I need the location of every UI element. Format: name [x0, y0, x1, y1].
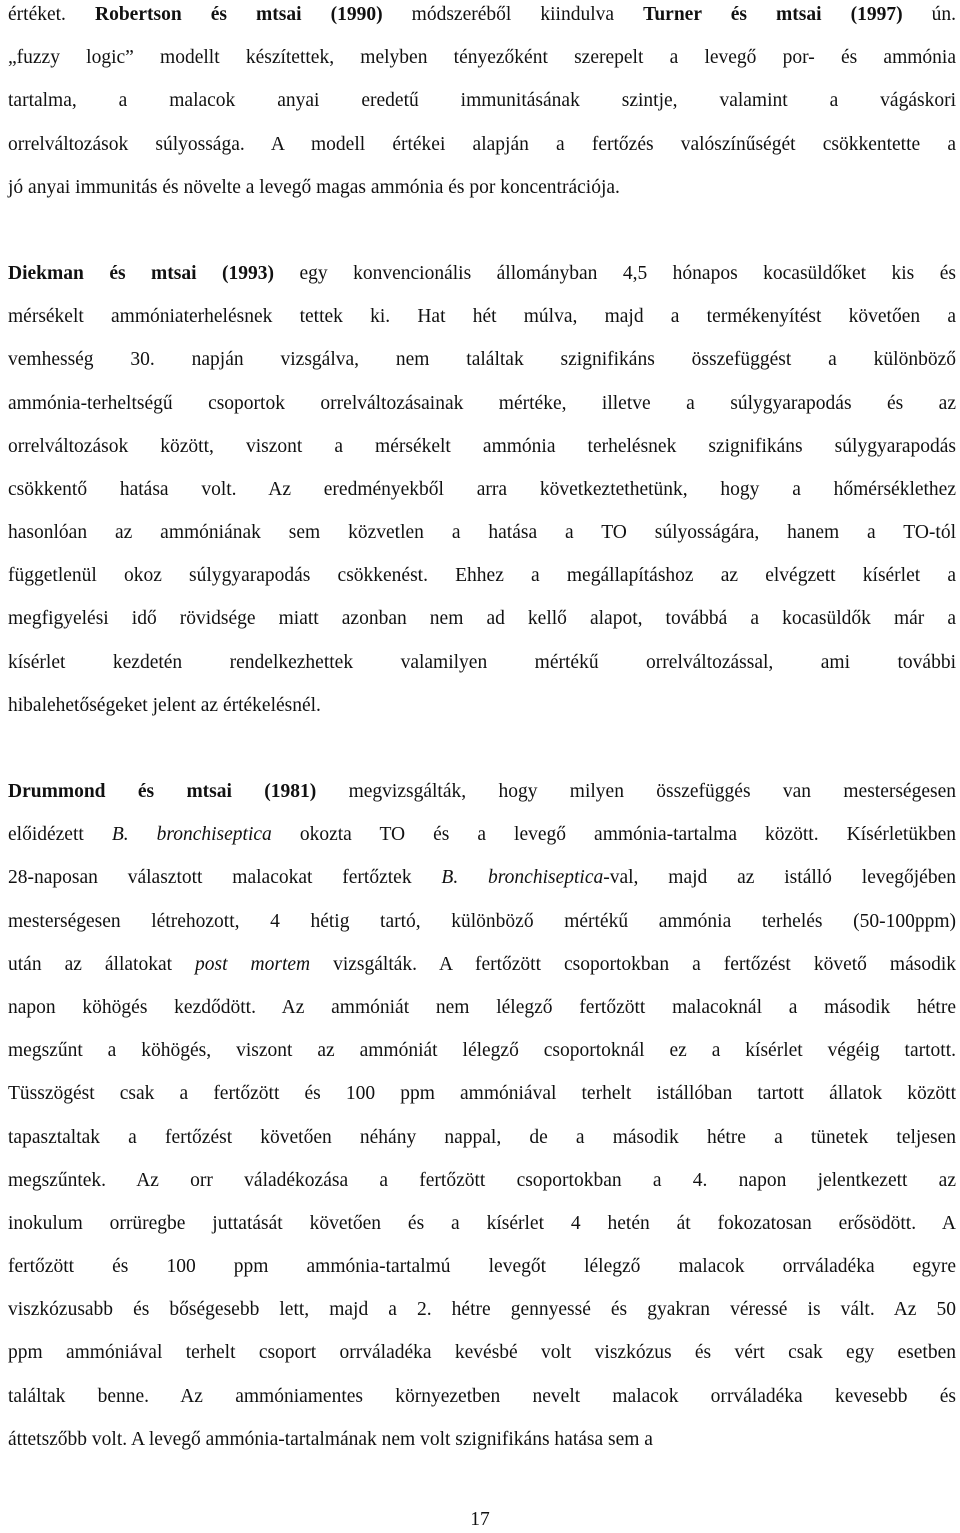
text-line — [8, 684, 956, 727]
text-run: egy konvencionális állományban 4,5 hónapos kocasüldőket kis és — [274, 262, 956, 284]
italic-term: B. bronchiseptica — [441, 867, 604, 889]
paragraph-robertson-turner — [8, 0, 956, 209]
text-run: függetlenül okoz súlygyarapodás csökkenést. Ehhez a megállapításhoz az elvégzett kísérlet a — [8, 565, 956, 587]
bold-citation: Robertson és mtsai (1990) — [95, 4, 383, 25]
text-run: ún. — [902, 4, 957, 25]
text-run: hibalehetőségeket jelent az értékelésnél. — [8, 694, 321, 716]
text-run: találtak benne. Az ammóniamentes környezetben nevelt malacok orrváladéka kevesebb és — [8, 1385, 956, 1407]
text-line — [8, 900, 956, 943]
text-run: hasonlóan az ammóniának sem közvetlen a hatása a TO súlyosságára, hanem a TO-tól — [8, 522, 956, 544]
document-page — [8, 0, 956, 1461]
text-line — [8, 425, 956, 468]
paragraph-gap — [8, 727, 956, 770]
text-line — [8, 36, 956, 79]
paragraph-diekman — [8, 252, 956, 727]
text-line — [8, 641, 956, 684]
text-line — [8, 79, 956, 122]
text-run: megszűnt a köhögés, viszont az ammóniát lélegző csoportoknál ez a kísérlet végéig tartott. — [8, 1040, 956, 1062]
text-line — [8, 1159, 956, 1202]
text-run: értéket. — [8, 4, 95, 25]
text-line — [8, 943, 956, 986]
text-run: Tüsszögést csak a fertőzött és 100 ppm ammóniával terhelt istállóban tartott állatok között — [8, 1083, 956, 1105]
text-line — [8, 1331, 956, 1374]
text-run: orrelváltozások között, viszont a mérsékelt ammónia terhelésnek szignifikáns súlygyarapodás — [8, 435, 956, 457]
text-run: mérsékelt ammóniaterhelésnek tettek ki. Hat hét múlva, majd a termékenyítést követően a — [8, 306, 956, 328]
bold-citation: Drummond és mtsai (1981) — [8, 781, 317, 802]
text-line — [8, 1288, 956, 1331]
text-line — [8, 1245, 956, 1288]
text-run: fertőzött és 100 ppm ammónia-tartalmú levegőt lélegző malacok orrváladéka egyre — [8, 1256, 956, 1278]
text-run: napon köhögés kezdődött. Az ammóniát nem lélegző fertőzött malacoknál a második hétre — [8, 996, 956, 1018]
text-line — [8, 468, 956, 511]
text-run: mesterségesen létrehozott, 4 hétig tartó, különböző mértékű ammónia terhelés (50-100ppm) — [8, 910, 956, 932]
text-run: vemhesség 30. napján vizsgálva, nem találtak szignifikáns összefüggést a különböző — [8, 349, 956, 371]
text-run: 28-naposan választott malacokat fertőztek — [8, 867, 442, 889]
text-run: -val, majd az istálló levegőjében — [603, 867, 956, 889]
text-run: tartalma, a malacok anyai eredetű immunitásának szintje, valamint a vágáskori — [8, 90, 956, 112]
text-line — [8, 295, 956, 338]
text-line — [8, 1375, 956, 1418]
text-line — [8, 123, 956, 166]
text-run: előidézett — [8, 824, 112, 846]
text-run: áttetszőbb volt. A levegő ammónia-tartalmának nem volt szignifikáns hatása sem a — [8, 1428, 653, 1450]
text-run: kísérlet kezdetén rendelkezhettek valamilyen mértékű orrelváltozással, ami további — [8, 651, 956, 673]
text-line — [8, 1029, 956, 1072]
text-line — [8, 252, 956, 295]
text-line — [8, 166, 956, 209]
text-run: jó anyai immunitás és növelte a levegő magas ammónia és por koncentrációja. — [8, 176, 620, 198]
text-run: megszűntek. Az orr váladékozása a fertőzött csoportokban a 4. napon jelentkezett az — [8, 1169, 956, 1191]
paragraph-drummond — [8, 770, 956, 1461]
text-run: inokulum orrüregbe juttatását követően és a kísérlet 4 hetén át fokozatosan erősödött. A — [8, 1212, 956, 1234]
bold-citation: Diekman és mtsai (1993) — [8, 262, 274, 284]
text-run: ammónia-terheltségű csoportok orrelváltozásainak mértéke, illetve a súlygyarapodás és az — [8, 392, 956, 414]
page-number: 17 — [470, 1509, 490, 1530]
text-run: tapasztaltak a fertőzést követően néhány nappal, de a második hétre a tünetek teljesen — [8, 1126, 956, 1148]
italic-term: B. bronchiseptica — [111, 824, 272, 846]
text-line — [8, 1116, 956, 1159]
italic-term: post mortem — [195, 953, 311, 975]
text-line — [8, 1418, 956, 1461]
text-run: módszeréből kiindulva — [382, 4, 644, 25]
text-line — [8, 856, 956, 899]
text-line — [8, 1202, 956, 1245]
text-line — [8, 1072, 956, 1115]
text-run: vizsgálták. A fertőzött csoportokban a fertőzést követő második — [310, 953, 956, 975]
text-run: megvizsgálták, hogy milyen összefüggés van mesterségesen — [316, 781, 956, 802]
paragraph-gap — [8, 209, 956, 252]
bold-citation: Turner és mtsai (1997) — [643, 4, 903, 25]
text-run: viszkózusabb és bőségesebb lett, majd a 2. hétre gennyessé és gyakran véressé is vált. Az 50 — [8, 1299, 956, 1321]
text-run: után az állatokat — [8, 953, 196, 975]
text-run: „fuzzy logic” modellt készítettek, melyben tényezőként szerepelt a levegő por- és ammónia — [8, 47, 956, 69]
text-line — [8, 382, 956, 425]
text-line — [8, 338, 956, 381]
text-line — [8, 554, 956, 597]
text-line — [8, 770, 956, 813]
text-run: megfigyelési idő rövidsége miatt azonban nem ad kellő alapot, továbbá a kocasüldők már a — [8, 608, 956, 630]
text-run: ppm ammóniával terhelt csoport orrváladéka kevésbé volt viszkózus és vért csak egy esetben — [8, 1342, 956, 1364]
text-run: orrelváltozások súlyossága. A modell értékei alapján a fertőzés valószínűségét csökkentette a — [8, 133, 956, 155]
text-line — [8, 597, 956, 640]
text-run: csökkentő hatása volt. Az eredményekből arra következtethetünk, hogy a hőmérséklethez — [8, 478, 956, 500]
text-run: okozta TO és a levegő ammónia-tartalma között. Kísérletükben — [271, 824, 956, 846]
text-line — [8, 813, 956, 856]
text-line — [8, 0, 956, 36]
text-line — [8, 986, 956, 1029]
text-line — [8, 511, 956, 554]
